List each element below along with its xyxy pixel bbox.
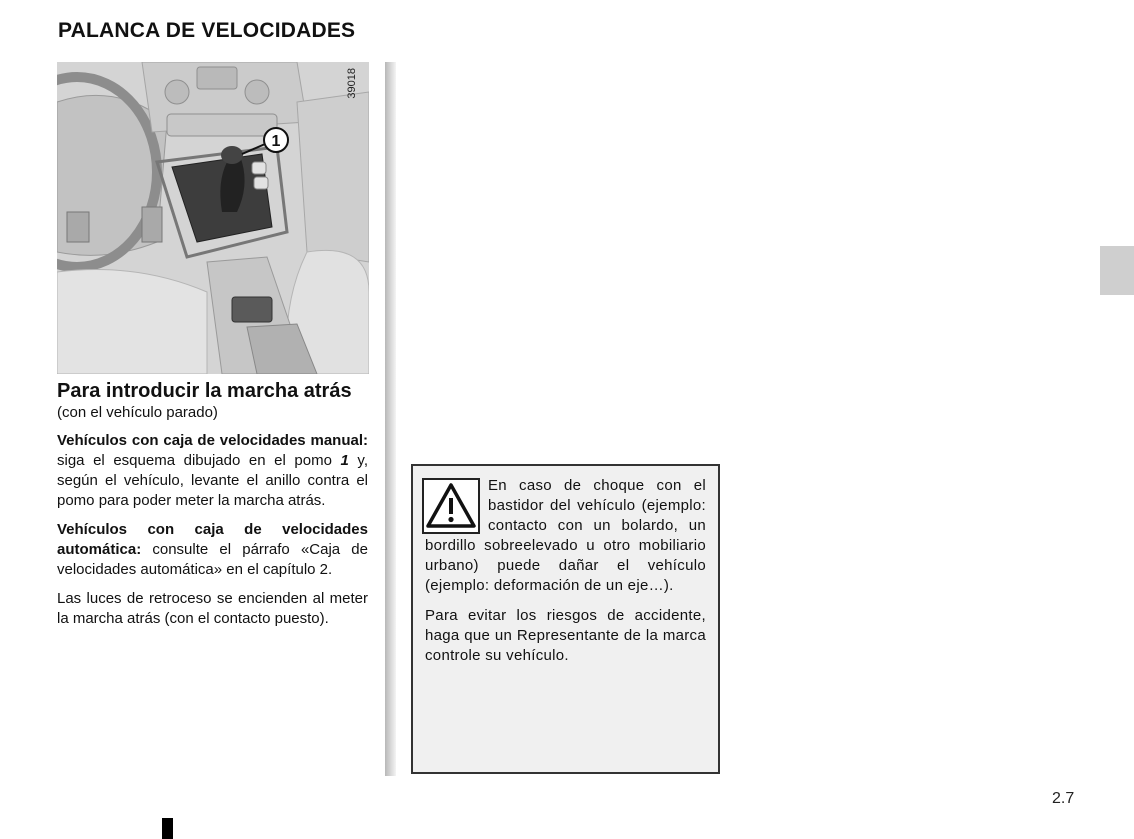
figure-reference-code: 39018 bbox=[346, 68, 358, 99]
automatic-text: consulte el párrafo «Caja de velocidades automática» en el capítulo 2. bbox=[57, 541, 368, 578]
column-divider bbox=[385, 62, 396, 776]
automatic-gearbox-paragraph bbox=[57, 520, 368, 580]
page-number: 2.7 bbox=[1052, 790, 1075, 807]
section-heading: Para introducir la marcha atrás bbox=[57, 380, 352, 402]
page-title: PALANCA DE VELOCIDADES bbox=[58, 19, 356, 42]
automatic-gearbox-lead: Vehículos con caja de velocidades automática: bbox=[57, 521, 368, 558]
gear-lever-illustration bbox=[57, 62, 369, 374]
warning-triangle-icon bbox=[422, 478, 480, 534]
chapter-tab bbox=[1100, 246, 1134, 295]
reverse-lights-paragraph: Las luces de retroceso se encienden al meter la marcha atrás (con el contacto puesto). bbox=[57, 590, 368, 627]
car-interior-drawing bbox=[57, 62, 369, 374]
manual-gearbox-paragraph bbox=[57, 431, 368, 511]
knob-reference: 1 bbox=[340, 452, 349, 469]
warning-paragraph-2: Para evitar los riesgos de accidente, haga que un Representante de la marca controle su vehículo. bbox=[425, 607, 706, 664]
crop-mark bbox=[162, 818, 173, 839]
manual-text-b: y, según el vehículo, levante el anillo contra el pomo para poder meter la marcha atrás. bbox=[57, 452, 368, 509]
manual-text-a: siga el esquema dibujado en el pomo bbox=[57, 452, 341, 469]
manual-gearbox-lead: Vehículos con caja de velocidades manual: bbox=[57, 432, 368, 449]
callout-number: 1 bbox=[271, 133, 281, 150]
reverse-gear-section bbox=[57, 380, 368, 638]
warning-box bbox=[411, 464, 720, 774]
warning-paragraph-1: En caso de choque con el bastidor del vehículo (ejemplo: contacto con un bolardo, un bordillo sobreelevado u otro mobiliario urbano) puede dañar el vehículo (ejemplo: deformación de un eje…). bbox=[425, 477, 706, 594]
section-subheading: (con el vehículo parado) bbox=[57, 404, 218, 421]
